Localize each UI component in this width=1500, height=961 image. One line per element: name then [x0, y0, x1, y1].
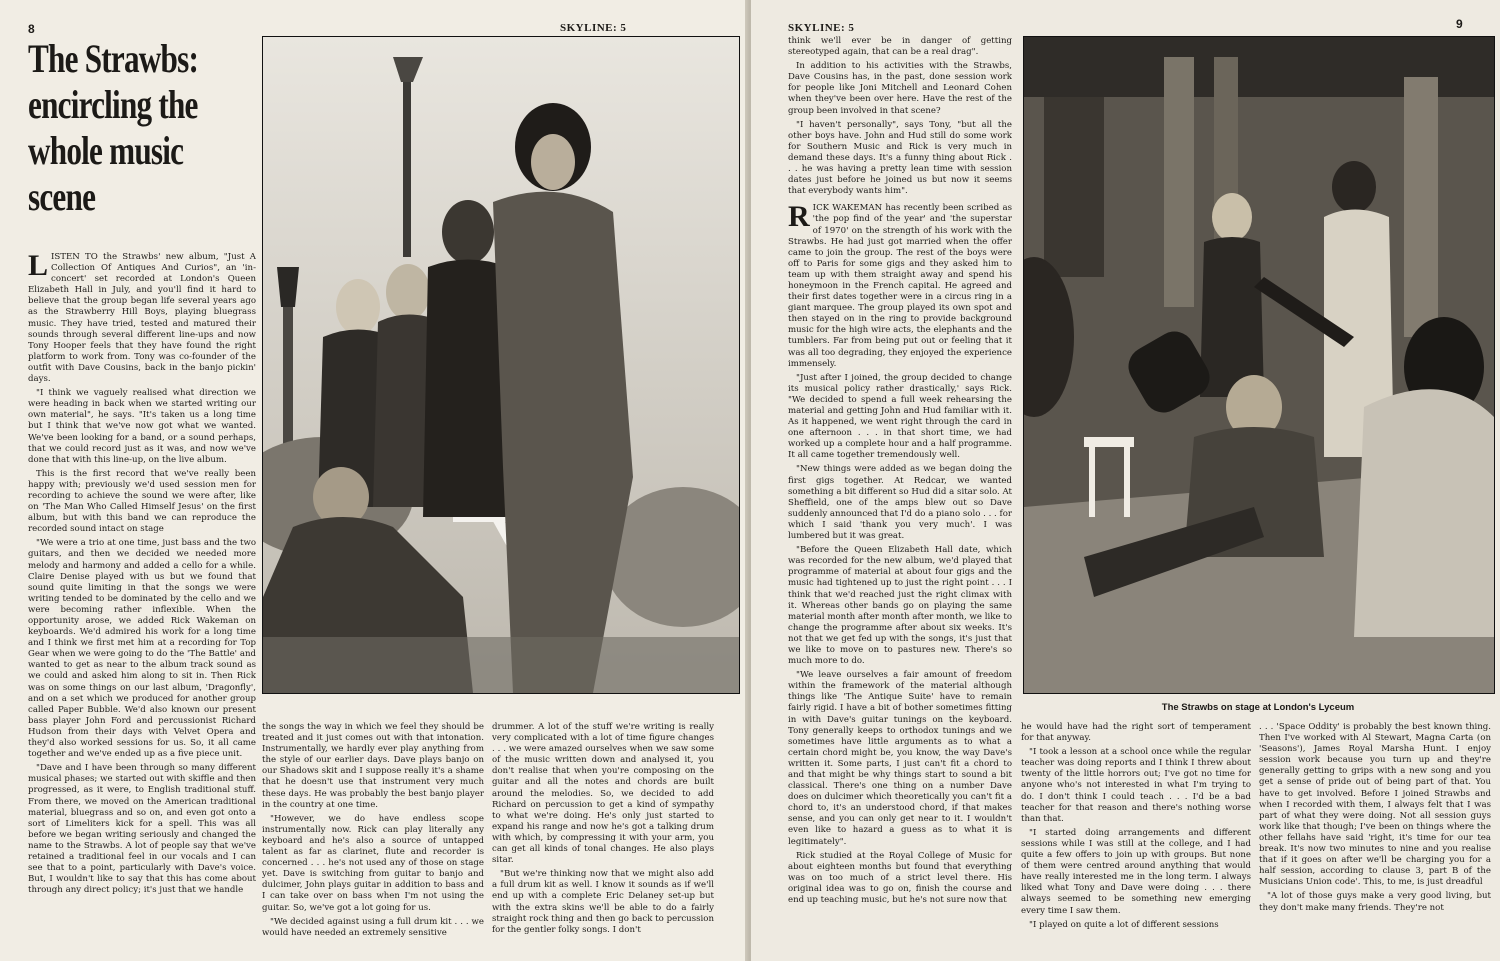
page-number: 8 — [28, 22, 35, 36]
paragraph: . . . 'Space Oddity' is probably the best known thing. Then I've worked with Al Stewart, Magna Carta (on 'Seasons'), James Royal Marsha Hunt. I enjoy session work because you turn up and they're generally getting to grips with a new song and you get a sense of pride out of being part of that. You have to get involved. Before I joined Strawbs and when I recorded with them, I always felt that I was part of what they were doing. Not all session guys work like that though; I've been on things where the other fellahs have said 'right, it's time for our tea break. It's now two minutes to nine and you realise that if it goes on after we'll be charging you for a half session, according to clause 3, part B of the Musicians Union code'. This, to me, is just dreadful — [1259, 722, 1491, 888]
paragraph: "I think we vaguely realised what direction we were heading in back when we started writing our own material", he says. "It's taken us a long time but I think that we've now got what we wanted. We've been looking for a band, or a sound perhaps, that we could record just as it was, and now we've done that with this line-up, on the live album. — [28, 388, 256, 465]
paragraph: drummer. A lot of the stuff we're writing is really very complicated with a lot of time figure changes . . . we were amazed ourselves when we saw some of the music written down and analysed it, you don't realise that when you're composing on the guitar and all the notes and chords are built around the melodies. So, we decided to add Richard on percussion to get a kind of sympathy to what we're doing. He's only just started to expand his range and now he's got a talking drum with which, by compressing it with your arm, you can get all kinds of tonal changes. He also plays sitar. — [492, 722, 714, 866]
paragraph-text: ISTEN TO the Strawbs' new album, "Just A Collection Of Antiques And Curios", an 'in-concert' set recorded at London's Queen Elizabeth Hall in July, and you'll find it hard to believe that the group began life several years ago as the Strawberry Hill Boys, playing bluegrass music. They have tried, tested and matured their sounds through several different line-ups and now Tony Hooper feels that they have found the right platform to work from. Tony was co-founder of the outfit with Dave Cousins, back in the banjo pickin' days. — [28, 252, 256, 385]
title-line: encircling the — [28, 82, 198, 127]
paragraph: he would have had the right sort of temperament for that anyway. — [1021, 722, 1251, 744]
paragraph: "We decided against using a full drum kit . . . we would have needed an extremely sensitive — [262, 916, 484, 938]
title-line: whole music — [28, 128, 184, 173]
article-column-3 — [1259, 722, 1491, 947]
running-head: SKYLINE: 5 — [560, 22, 627, 34]
page-number: 9 — [1456, 17, 1463, 31]
article-column-2 — [1021, 722, 1251, 947]
paragraph: "A lot of those guys make a very good living, but they don't make many friends. They're not — [1259, 891, 1491, 913]
article-title — [28, 36, 207, 220]
paragraph: In addition to his activities with the Strawbs, Dave Cousins has, in the past, done session work for people like Joni Mitchell and Leonard Cohen when they've been over here. Have the rest of the group been involved in that scene? — [788, 61, 1012, 116]
paragraph: "New things were added as we began doing the first gigs together. At Redcar, we wanted something a bit different so Hud did a sitar solo. At Sheffield, one of the amps blew out so Dave suddenly announced that I'd do a piano solo . . . for which I said 'thank you very much'. I was lumbered but it was great. — [788, 464, 1012, 542]
paragraph: "We were a trio at one time, just bass and the two guitars, and then we decided we needed more melody and harmony and added a cello for a while. Claire Denise played with us but we found that sound quite limiting in that the songs we were writing tended to be dominated by the cello and we were becoming rather inflexible. When the opportunity arose, we added Rick Wakeman on keyboards. We'd admired his work for a long time and I think we first met him at a recording for Top Gear when we were going to do the 'The Battle' and wanted to get as near to the album track sound as we could and asked him along to sit in. Then Rick was on some things on our last album, 'Dragonfly', and on a set which we produced for another group called Paper Bubble. We'd also known our present bass player John Ford and percussionist Richard Hudson from their days with Velvet Opera and they'd also worked sessions for us. So, it all came together and we've ended up as a five piece unit. — [28, 538, 256, 760]
article-column-2 — [262, 722, 484, 947]
paragraph: "I haven't personally", says Tony, "but all the other boys have. John and Hud still do some work for Southern Music and Rick is very much in demand these days. It's a funny thing about Rick . . . he was having a pretty lean time with session dates just before he joined us but now it seems that everybody wants him". — [788, 119, 1012, 197]
paragraph: This is the first record that we've really been happy with; previously we'd used session men for recording to achieve the sound we were after, like on 'The Man Who Called Himself Jesus' on the first album, but with this band we can reproduce the recorded sound intact on stage — [28, 468, 256, 535]
paragraph: "We leave ourselves a fair amount of freedom within the framework of the material although things like 'The Antique Suite' have to remain fairly rigid. I have a bit of bother sometimes fitting in with Dave's guitar tunings on the keyboard. Tony generally keeps to orthodox tunings and we sometimes have little arguments as to what a certain chord might be, you know, the way Dave's written it. Some parts, I just can't fit a chord to and that might be why things start to sound a bit classical. There's one thing on a number Dave does on dulcimer which theoretically you can't fit a chord to, it's an understood chord, if that makes sense, and you can only get near to it. I wouldn't even like to hazard a guess as to what it is legitimately". — [788, 670, 1012, 847]
paragraph: Rick studied at the Royal College of Music for about eighteen months but found that everything was on too much of a strict level there. His original idea was to go on, finish the course and end up teaching music, but he's not sure now that — [788, 850, 1012, 906]
paragraph — [788, 200, 1012, 369]
paragraph: the songs the way in which we feel they should be treated and it just comes out with that intonation. Instrumentally, we hardly ever play anything from the style of our earlier days. Dave plays banjo on our Shadows skit and I suppose really it's a shame that he doesn't use that instrument very much these days. He was probably the best banjo player in the country at one time. — [262, 722, 484, 810]
left-page — [0, 0, 749, 961]
paragraph: think we'll ever be in danger of getting stereotyped again, that can be a real drag". — [788, 36, 1012, 58]
running-head: SKYLINE: 5 — [788, 22, 855, 34]
article-column-3 — [492, 722, 714, 947]
paragraph: "But we're thinking now that we might also add a full drum kit as well. I know it sounds as if we'll end up with a complete Eric Delaney set-up but with the extra skins we'll be able to do a fairly straight rock thing and then go back to percussion for the gentler folky songs. I don't — [492, 869, 714, 935]
right-page — [751, 0, 1500, 961]
article-column-1 — [788, 36, 1012, 947]
drop-cap: L — [28, 252, 49, 282]
paragraph: "I played on quite a lot of different sessions — [1029, 919, 1219, 930]
article-column-1 — [28, 252, 256, 947]
band-photo — [262, 36, 740, 694]
title-line: scene — [28, 174, 96, 219]
paragraph-text: ICK WAKEMAN has recently been scribed as 'the pop find of the year' and 'the superstar of 1970' on the strength of his work with the Strawbs. He had just got married when the offer came to join the group. The rest of the boys were off to Paris for some gigs and they asked him to team up with them straight away and spend his honeymoon in the French capital. He agreed and their first dates together were in a circus ring in a giant marquee. The group played its own spot and then stayed on in the ring to provide background music for the high wire acts, the elephants and the tumblers. Far from being put out or feeling that it was all too degrading, they enjoyed the experience immensely. — [788, 203, 1012, 369]
paragraph: "I started doing arrangements and different sessions while I was still at the college, and I had quite a few offers to join up with groups. But none of them were centred around anything that would have really interested me in the long term. I always liked what Tony and Dave were doing . . . there always seemed to be something new emerging every time I saw them. — [1021, 827, 1251, 916]
paragraph: "Before the Queen Elizabeth Hall date, which was recorded for the new album, we'd played that programme of material at about four gigs and the music had tightened up to just the right point . . . I think that we'd reached just the right climax with it. Whereas other bands go on playing the same material month after month after month, we like to change the programme after about six weeks. It's not that we get fed up with the songs, it's just that we like to move on to pastures new. There's so much more to do. — [788, 545, 1012, 667]
paragraph: "I took a lesson at a school once while the regular teacher was doing reports and I think I threw about twenty of the little horrors out; I've got no time for anyone who's not interested in what I'm trying to do. I don't think I could teach . . . I'd be a bad teacher for that reason and there's nothing worse than that. — [1021, 747, 1251, 824]
paragraph — [28, 252, 256, 385]
paragraph: "However, we do have endless scope instrumentally now. Rick can play literally any keyboard and he's also a source of untapped talent as far as clarinet, flute and recorder is concerned . . . he's not used any of those on stage yet. Dave is switching from guitar to banjo and dulcimer, John plays guitar in addition to bass and I can take over on bass when I'm not using the guitar. So, we've got a lot going for us. — [262, 813, 484, 913]
photo-caption: The Strawbs on stage at London's Lyceum — [1161, 702, 1355, 713]
paragraph: "Dave and I have been through so many different musical phases; we started out with skiffle and then progressed, as it were, to English traditional stuff. From there, we moved on the American traditional material, bluegrass and so on, and even got onto a sort of Limeliters kick for a spell. This was all before we began writing seriously and changed the name to the Strawbs. A lot of people say that we've retained a traditional feel in our vocals and I can see that to a point, particularly with Dave's voice. But, I wouldn't like to say that this has come about through any direct policy; it's just that we handle — [28, 763, 256, 896]
title-line: The Strawbs: — [28, 36, 199, 81]
paragraph: "Just after I joined, the group decided to change its musical policy rather drastically,' says Rick. "We decided to spend a full week rehearsing the material and getting John and Hud familiar with it. As it happened, we went right through the card in one afternoon . . . in that short time, we had worked up a complete hour and a half programme. It all came together tremendously well. — [788, 372, 1012, 461]
stage-photo — [1023, 36, 1495, 694]
drop-cap: R — [788, 200, 810, 234]
